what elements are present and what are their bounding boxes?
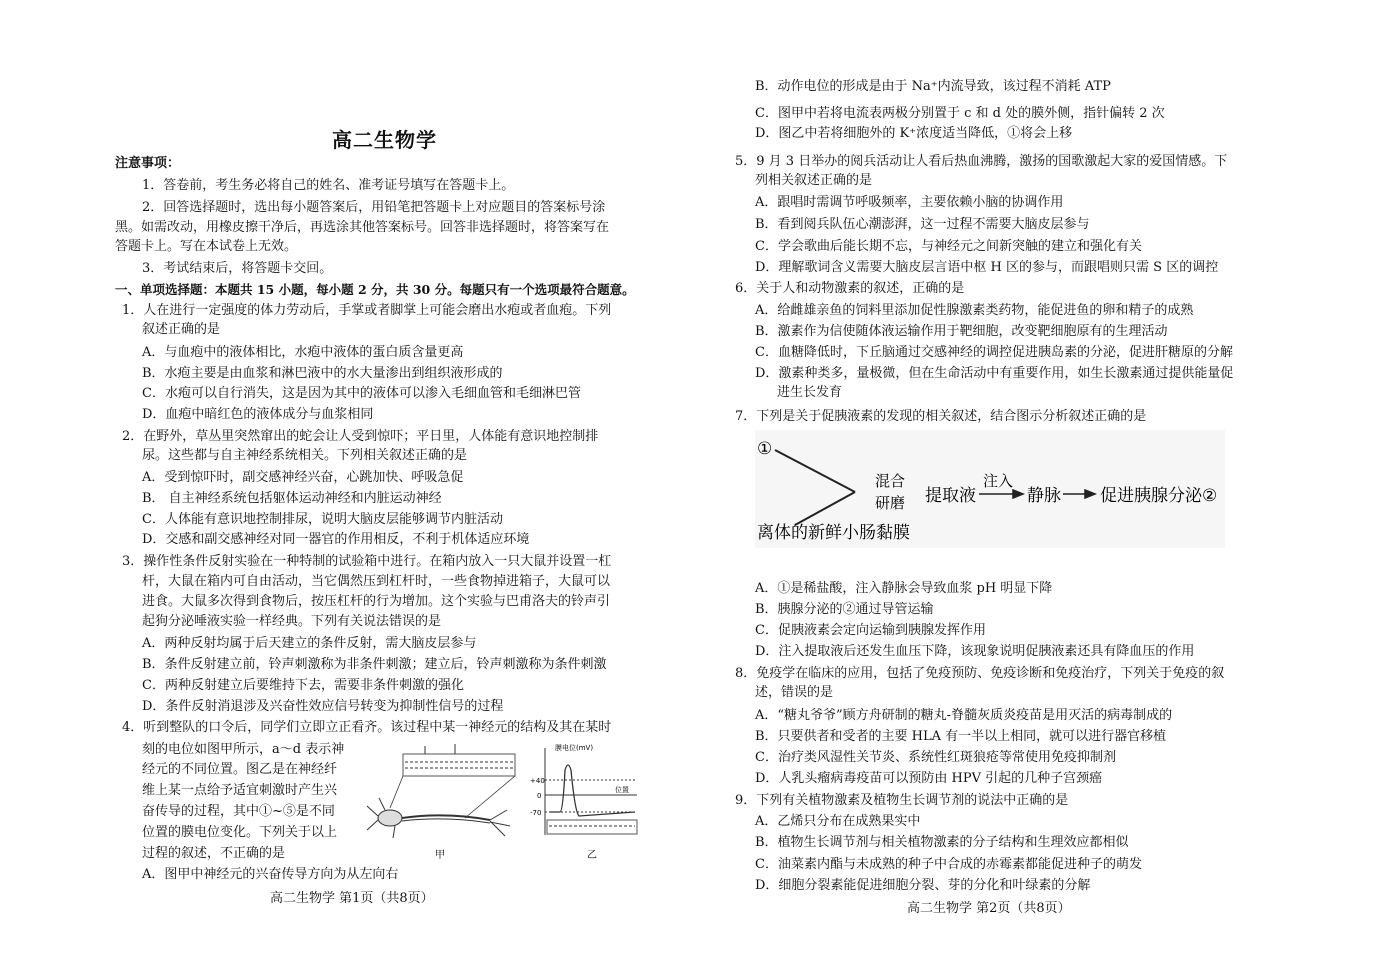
- question-line: 4．听到整队的口令后，同学们立即立正看齐。该过程中某一神经元的结构及其在某时: [122, 720, 612, 735]
- option-line: C．水疱可以自行消失，这是因为其中的液体可以渗入毛细血管和毛细淋巴管: [142, 386, 581, 401]
- neuron-figure: [365, 740, 655, 865]
- question-line: 位置的膜电位变化。下列关于以上: [142, 825, 338, 840]
- promote-label: 促进胰腺分泌②: [1100, 486, 1218, 506]
- option-line: B．条件反射建立前，铃声刺激称为非条件刺激；建立后，铃声刺激称为条件刺激: [142, 657, 607, 672]
- option-line: A．“糖丸爷爷”顾方舟研制的糖丸-脊髓灰质炎疫苗是用灭活的病毒制成的: [755, 708, 1173, 723]
- option-line: A．①是稀盐酸，注入静脉会导致血浆 pH 明显下降: [755, 581, 1053, 596]
- option-line: C．人体能有意识地控制排尿，说明大脑皮层能够调节内脏活动: [142, 512, 503, 527]
- tick-label: -70: [530, 809, 542, 817]
- option-line: A．受到惊吓时，副交感神经兴奋，心跳加快、呼吸急促: [142, 470, 464, 485]
- tick-label: 0: [537, 792, 542, 800]
- tick-label: +40: [530, 777, 545, 785]
- question-line: 杆，大鼠在箱内可自由活动，当它偶然压到杠杆时，一些食物掉进箱子，大鼠可以: [142, 574, 611, 589]
- question-line: 刻的电位如图甲所示，a～d 表示神: [142, 742, 345, 757]
- question-line: 尿。这些都与自主神经系统相关。下列相关叙述正确的是: [142, 448, 468, 463]
- option-line: A．给雌雄亲鱼的饲料里添加促性腺激素类药物，能促进鱼的卵和精子的成熟: [755, 303, 1194, 318]
- question-line: 列相关叙述正确的是: [755, 173, 873, 188]
- question-line: 奋传导的过程，其中①~⑤是不同: [142, 804, 335, 819]
- question-line: 起狗分泌唾液实验一样经典。下列有关说法错误的是: [142, 614, 442, 629]
- mix-label: 混合: [875, 472, 906, 490]
- question-line: 1．人在进行一定强度的体力劳动后，手掌或者脚掌上可能会磨出水疱或者血疱。下列: [122, 303, 612, 318]
- question-line: 叙述正确的是: [142, 322, 221, 337]
- option-line: A．与血疱中的液体相比，水疱中液体的蛋白质含量更高: [142, 345, 464, 360]
- note-line: 3．考试结束后，将答题卡交回。: [142, 261, 333, 276]
- question-line: 述，错误的是: [755, 685, 834, 700]
- question-line: 2．在野外，草丛里突然窜出的蛇会让人受到惊吓；平日里，人体能有意识地控制排: [122, 429, 599, 444]
- option-line: B．激素作为信使随体液运输作用于靶细胞，改变靶细胞原有的生理活动: [755, 324, 1168, 339]
- option-line: C．学会歌曲后能长期不忘，与神经元之间新突触的建立和强化有关: [755, 239, 1142, 254]
- question-line: 5．9 月 3 日举办的阅兵活动让人看后热血沸腾，激扬的国歌激起大家的爱国情感。下: [735, 154, 1228, 169]
- option-line: B． 自主神经系统包括躯体运动神经和内脏运动神经: [142, 491, 442, 506]
- question-line: 经元的不同位置。图乙是在神经纤: [142, 762, 338, 777]
- note-line: 1．答卷前，考生务必将自己的姓名、准考证号填写在答题卡上。: [142, 178, 515, 193]
- option-line: C．促胰液素会定向运输到胰腺发挥作用: [755, 623, 986, 638]
- option-line: B．看到阅兵队伍心潮澎湃，这一过程不需要大脑皮层参与: [755, 217, 1090, 232]
- option-line: D．人乳头瘤病毒疫苗可以预防由 HPV 引起的几种子宫颈癌: [755, 771, 1103, 786]
- position-axis-label: 位置: [615, 786, 629, 794]
- option-line: D．交感和副交感神经对同一器官的作用相反，不利于机体适应环境: [142, 532, 530, 547]
- page-title: 高二生物学: [332, 128, 437, 152]
- cell-body: [378, 810, 402, 826]
- potential-axis-label: 膜电位(mV): [555, 744, 594, 752]
- note-line: 2．回答选择题时，选出每小题答案后，用铅笔把答题卡上对应题目的答案标号涂: [142, 200, 606, 215]
- question-line: 9．下列有关植物激素及植物生长调节剂的说法中正确的是: [735, 793, 1069, 808]
- section-heading: 一、单项选择题：本题共 15 小题，每小题 2 分，共 30 分。每题只有一个选项最符合题意。: [115, 282, 635, 297]
- option-line: D．血疱中暗红色的液体成分与血浆相同: [142, 407, 374, 422]
- grind-label: 研磨: [875, 494, 906, 512]
- question-line: 3．操作性条件反射实验在一种特制的试验箱中进行。在箱内放入一只大鼠并设置一杠: [122, 554, 612, 569]
- option-line: C．两种反射建立后要维持下去，需要非条件刺激的强化: [142, 678, 464, 693]
- option-line: B．胰腺分泌的②通过导管运输: [755, 602, 934, 617]
- option-line: D．细胞分裂素能促进细胞分裂、芽的分化和叶绿素的分解: [755, 878, 1091, 893]
- option-line: 进生长发育: [777, 385, 843, 400]
- option-line: A．图甲中神经元的兴奋传导方向为从左向右: [142, 867, 399, 882]
- extract-label: 提取液: [925, 486, 976, 506]
- notes-heading: 注意事项：: [115, 156, 181, 171]
- option-line: D．理解歌词含义需要大脑皮层言语中枢 H 区的参与，而跟唱则只需 S 区的调控: [755, 260, 1219, 275]
- figure-jia-label: 甲: [435, 850, 445, 861]
- page-footer: 高二生物学 第1页（共8页）: [270, 891, 434, 906]
- vein-label: 静脉: [1027, 486, 1061, 506]
- note-line: 黑。如需改动，用橡皮擦干净后，再选涂其他答案标号。回答非选择题时，将答案写在: [115, 220, 610, 235]
- question-line: 7．下列是关于促胰液素的发现的相关叙述，结合图示分析叙述正确的是: [735, 409, 1147, 424]
- page-footer: 高二生物学 第2页（共8页）: [907, 901, 1071, 916]
- figure-yi-label: 乙: [587, 850, 597, 861]
- secretin-diagram: [755, 430, 1225, 548]
- option-line: C．血糖降低时，下丘脑通过交感神经的调控促进胰岛素的分泌，促进肝糖原的分解: [755, 345, 1233, 360]
- option-line: C．治疗类风湿性关节炎、系统性红斑狼疮等常使用免疫抑制剂: [755, 750, 1116, 765]
- membrane-box: [403, 754, 515, 776]
- option-line: C．图甲中若将电流表两极分别置于 c 和 d 处的膜外侧，指针偏转 2 次: [755, 106, 1165, 121]
- question-line: 6．关于人和动物激素的叙述，正确的是: [735, 281, 965, 296]
- option-line: D．条件反射消退涉及兴奋性效应信号转变为抑制性信号的过程: [142, 699, 504, 714]
- option-line: D．激素种类多，量极微，但在生命活动中有重要作用，如生长激素通过提供能量促: [755, 366, 1234, 381]
- option-line: C．油菜素内酯与未成熟的种子中合成的赤霉素都能促进种子的萌发: [755, 857, 1142, 872]
- option-line: D．注入提取液后还发生血压下降，该现象说明促胰液素还具有降血压的作用: [755, 644, 1195, 659]
- inject-label: 注入: [983, 472, 1014, 490]
- circle-one-label: ①: [757, 439, 773, 459]
- option-line: D．图乙中若将细胞外的 K⁺浓度适当降低，①将会上移: [755, 126, 1073, 141]
- question-line: 进食。大鼠多次得到食物后，按压杠杆的行为增加。这个实验与巴甫洛夫的铃声引: [142, 594, 611, 609]
- mucosa-label: 离体的新鲜小肠黏膜: [757, 523, 910, 543]
- option-line: B．植物生长调节剂与相关植物激素的分子结构和生理效应都相似: [755, 835, 1129, 850]
- option-line: B．水疱主要是由血浆和淋巴液中的水大量渗出到组织液形成的: [142, 366, 503, 381]
- question-line: 8．免疫学在临床的应用，包括了免疫预防、免疫诊断和免疫治疗，下列关于免疫的叙: [735, 666, 1225, 681]
- question-line: 维上某一点给予适宜刺激时产生兴: [142, 783, 338, 798]
- option-line: A．跟唱时需调节呼吸频率，主要依赖小脑的协调作用: [755, 195, 1064, 210]
- option-line: A．乙烯只分布在成熟果实中: [755, 814, 921, 829]
- option-line: B．动作电位的形成是由于 Na⁺内流导致，该过程不消耗 ATP: [755, 79, 1111, 94]
- option-line: B．只要供者和受者的主要 HLA 有一半以上相同，就可以进行器官移植: [755, 729, 1167, 744]
- question-line: 过程的叙述，不正确的是: [142, 846, 286, 861]
- note-line: 答题卡上。写在本试卷上无效。: [115, 239, 298, 254]
- neuron-diagram: [367, 744, 515, 838]
- option-line: A．两种反射均属于后天建立的条件反射，需大脑皮层参与: [142, 636, 477, 651]
